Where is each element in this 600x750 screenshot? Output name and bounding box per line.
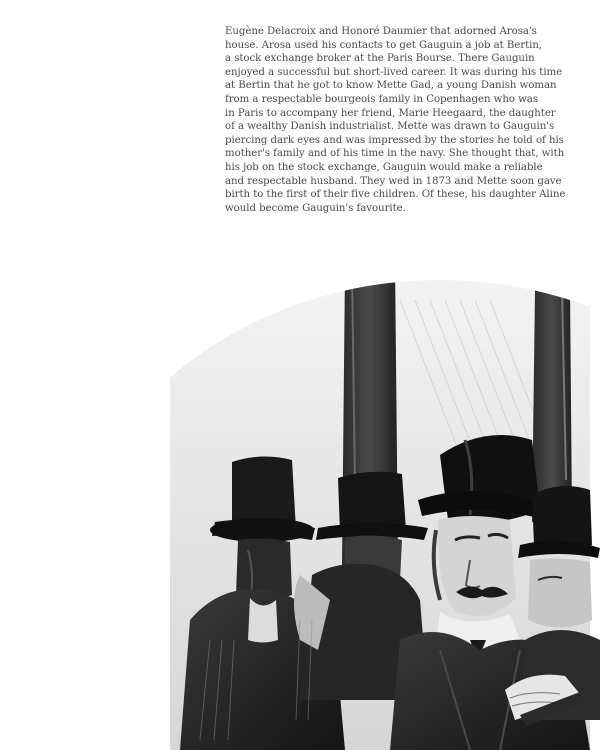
text-line: Eugène Delacroix and Honoré Daumier that adorned Arosa's xyxy=(225,26,537,37)
text-line: in Paris to accompany her friend, Marie Heegaard, the daughter xyxy=(225,107,556,119)
text-line: a stock exchange broker at the Paris Bourse. There Gauguin xyxy=(225,53,535,65)
text-line: enjoyed a successful but short-lived career. It was during his time xyxy=(225,66,563,78)
text-line: piercing dark eyes and was impressed by the stories he told of his xyxy=(225,134,564,146)
text-line: and respectable husband. They wed in 1873 and Mette soon gave xyxy=(225,175,562,187)
text-line: house. Arosa used his contacts to get Gauguin a job at Bertin, xyxy=(225,39,543,51)
text-line: at Bertin that he got to know Mette Gad, a young Danish woman xyxy=(225,80,557,92)
text-line: from a respectable bourgeois family in Copenhagen who was xyxy=(225,93,538,105)
text-line: of a wealthy Danish industrialist. Mette was drawn to Gauguin's xyxy=(225,121,555,133)
text-line: birth to the first of their five children. Of these, his daughter Aline xyxy=(225,189,566,201)
text-line: his job on the stock exchange, Gauguin would make a reliable xyxy=(225,161,543,173)
text-line: mother's family and of his time in the navy. She thought that, with xyxy=(225,148,565,160)
text-line: would become Gauguin's favourite. xyxy=(225,202,406,214)
